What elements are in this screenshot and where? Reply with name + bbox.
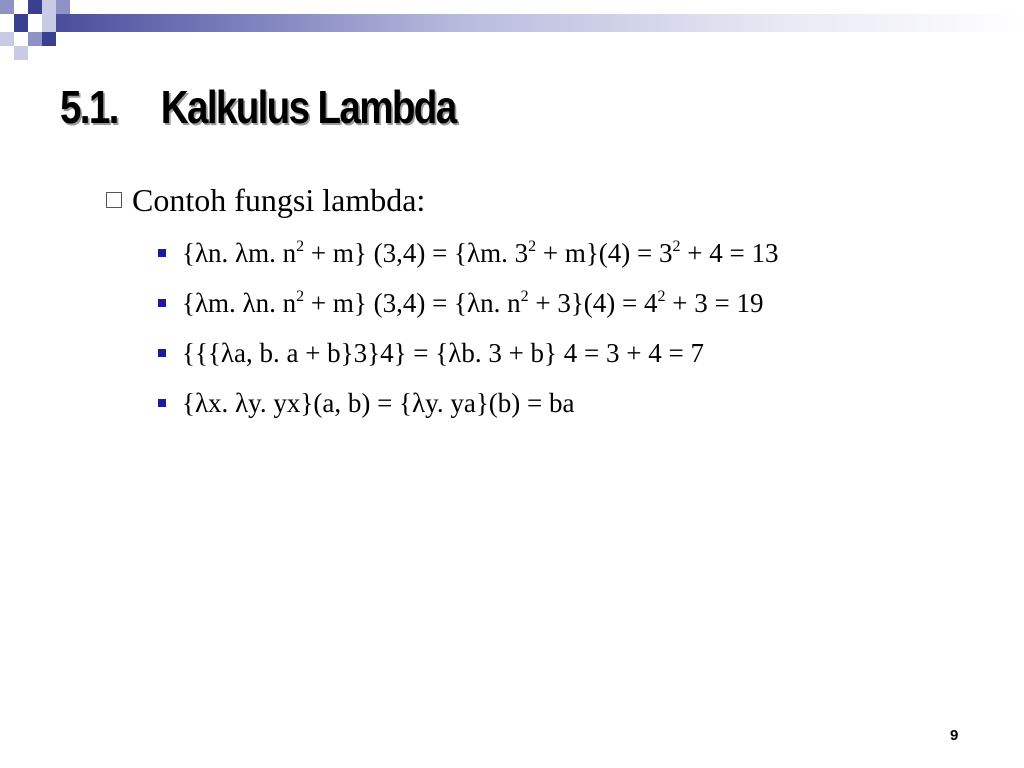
- square-bullet-icon: [158, 349, 166, 357]
- title-number: 5.1.: [60, 81, 118, 133]
- header-gradient-bar: [0, 14, 1024, 32]
- title-text: Kalkulus Lambda: [160, 81, 456, 133]
- example-line-3: {{{λa, b. a + b}3}4} = {λb. 3 + b} 4 = 3 + 4 = 7: [158, 338, 704, 369]
- example-line-2: {λm. λn. $n^2 + m$} (3,4) = {λn. $n^2 + 3\}(4) = 4^2 + 3 = 19$: [158, 288, 763, 319]
- hollow-square-bullet-icon: [106, 192, 122, 208]
- example-line-4: {λx. λy. yx}(a, b) = {λy. ya}(b) = ba: [158, 388, 574, 419]
- main-bullet: [106, 182, 425, 219]
- square-bullet-icon: [158, 249, 166, 257]
- square-bullet-icon: [158, 299, 166, 307]
- page-number: 9: [950, 727, 959, 744]
- example-line-1: {λn. λm. $n^2 + m$} (3,4) = {λm. $3^2 + m\}(4) = 3^2 + 4 = 13$: [158, 238, 778, 269]
- slide-title: [60, 80, 456, 134]
- main-bullet-text: Contoh fungsi lambda:: [132, 182, 426, 218]
- square-bullet-icon: [158, 399, 166, 407]
